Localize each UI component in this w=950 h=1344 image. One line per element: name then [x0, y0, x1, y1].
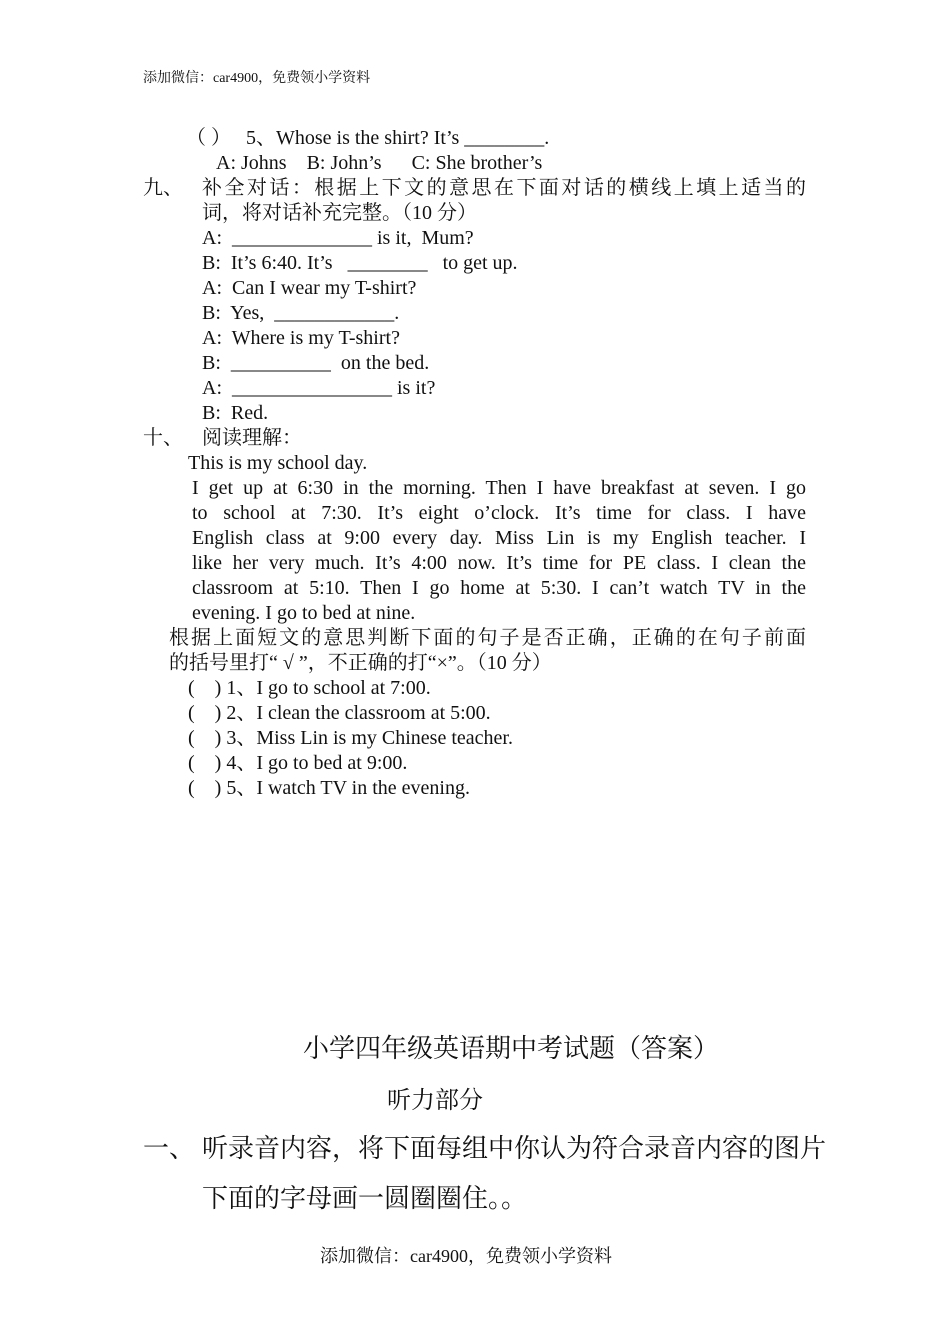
dialogue-line: A: ________________ is it?: [202, 377, 436, 399]
dialogue-line: B: It’s 6:40. It’s ________ to get up.: [202, 252, 518, 274]
dialogue-line: B: Yes, ____________.: [202, 302, 400, 324]
passage-line: like her very much. It’s 4:00 now. It’s time for PE class. I clean the: [192, 552, 806, 574]
footer-note: 添加微信：car4900，免费领小学资料: [320, 1246, 612, 1266]
answers-section1-line2: 下面的字母画一圆圈圈住。。: [202, 1184, 528, 1213]
section9-instruction-line2: 词，将对话补充完整。（10 分）: [202, 202, 477, 224]
section9-number: 九、: [143, 177, 183, 199]
judgement-item: ( ) 4、I go to bed at 9:00.: [188, 752, 408, 774]
dialogue-line: A: Where is my T-shirt?: [202, 327, 400, 349]
q5-paren: （ ）: [186, 127, 231, 149]
answers-subtitle: 听力部分: [387, 1088, 483, 1114]
dialogue-line: A: ______________ is it, Mum?: [202, 227, 474, 249]
answers-section1-line1: 听录音内容，将下面每组中你认为符合录音内容的图片: [202, 1134, 827, 1163]
dialogue-line: B: __________ on the bed.: [202, 352, 430, 374]
header-note: 添加微信：car4900，免费领小学资料: [143, 71, 371, 86]
judgement-item: ( ) 3、Miss Lin is my Chinese teacher.: [188, 727, 513, 749]
reading-passage: [192, 476, 806, 626]
passage-line: I get up at 6:30 in the morning. Then I have breakfast at seven. I go: [192, 477, 806, 499]
passage-line: English class at 9:00 every day. Miss Lin is my English teacher. I: [192, 527, 806, 549]
dialogue-line: B: Red.: [202, 402, 269, 424]
passage-line: classroom at 5:10. Then I go home at 5:30. I can’t watch TV in the: [192, 577, 806, 599]
answers-title: 小学四年级英语期中考试题（答案）: [303, 1034, 720, 1063]
section10-title: 阅读理解：: [202, 427, 302, 449]
passage-line: to school at 7:30. It’s eight o’clock. It’s time for class. I have: [192, 502, 806, 524]
answers-section1-number: 一、: [143, 1134, 196, 1163]
judgement-item: ( ) 2、I clean the classroom at 5:00.: [188, 702, 491, 724]
section10-number: 十、: [143, 427, 183, 449]
q5-options: A: Johns B: John’s C: She brother’s: [216, 152, 543, 174]
passage-title: This is my school day.: [188, 452, 368, 474]
section10-instruction-line1: 根据上面短文的意思判断下面的句子是否正确，正确的在句子前面: [169, 627, 806, 649]
q5-question: 5、Whose is the shirt? It’s ________.: [246, 127, 550, 149]
judgement-item: ( ) 5、I watch TV in the evening.: [188, 777, 470, 799]
section10-instruction-line2: 的括号里打“ √ ”，不正确的打“×”。（10 分）: [169, 652, 552, 674]
passage-line: evening. I go to bed at nine.: [192, 602, 416, 624]
section9-instruction-line1: 补全对话：根据上下文的意思在下面对话的横线上填上适当的: [202, 177, 806, 199]
judgement-item: ( ) 1、I go to school at 7:00.: [188, 677, 431, 699]
dialogue-line: A: Can I wear my T-shirt?: [202, 277, 417, 299]
